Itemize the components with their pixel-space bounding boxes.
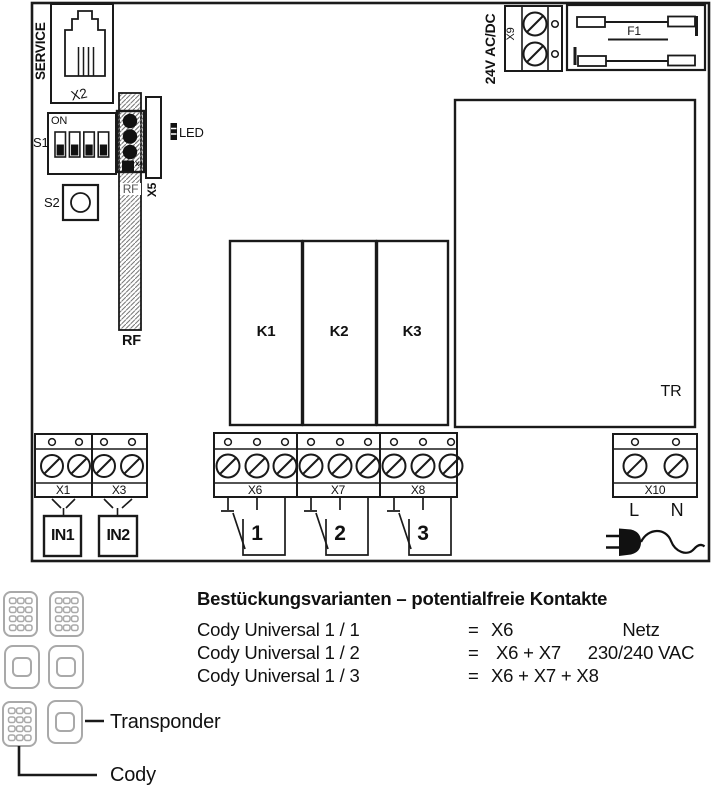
transponder-label: Transponder xyxy=(110,711,221,733)
transponder-icon xyxy=(5,646,39,688)
x7-label: X7 xyxy=(330,483,346,497)
variant-1-value: X6 xyxy=(491,619,514,640)
relay-k3-label: K3 xyxy=(402,323,422,340)
variant-2-value: X6 + X7 xyxy=(496,642,561,663)
led-label: LED xyxy=(179,125,204,140)
x5-label: X5 xyxy=(145,182,159,198)
relay-k1-label: K1 xyxy=(256,323,276,340)
in1-label: IN1 xyxy=(50,527,75,544)
keypad-icon xyxy=(4,592,37,636)
variant-3-value: X6 + X7 + X8 xyxy=(491,665,599,686)
transformer-label: TR xyxy=(660,383,682,400)
transponder-icon xyxy=(49,646,83,688)
power-supply-label: 24V AC/DC xyxy=(482,13,498,85)
cody-pointer-line xyxy=(19,746,97,775)
x6-label: X6 xyxy=(247,483,263,497)
contact-2-label: 2 xyxy=(334,522,346,545)
variant-1-name: Cody Universal 1 / 1 xyxy=(197,619,360,640)
x4-label: X4 xyxy=(135,161,143,168)
f1-label: F1 xyxy=(627,24,641,38)
x3-label: X3 xyxy=(111,483,127,497)
variant-3-eq: = xyxy=(468,665,479,686)
mains-value: 230/240 VAC xyxy=(587,642,695,663)
service-label: SERVICE xyxy=(33,22,48,80)
x8-label: X8 xyxy=(410,483,426,497)
in2-label: IN2 xyxy=(106,527,130,544)
led-icon xyxy=(171,123,178,140)
legend-title: Bestückungsvarianten – potentialfreie Kontakte xyxy=(197,588,608,609)
rf-bottom-label: RF xyxy=(122,333,141,349)
variant-2-eq: = xyxy=(468,642,479,663)
variant-1-eq: = xyxy=(468,619,479,640)
transponder-icon xyxy=(48,701,82,743)
line-l-label: L xyxy=(629,500,639,520)
x9-label: X9 xyxy=(505,27,517,41)
variant-2-name: Cody Universal 1 / 2 xyxy=(197,642,360,663)
contact-1-label: 1 xyxy=(251,522,263,545)
mains-label: Netz xyxy=(622,619,660,640)
s1-label: S1 xyxy=(33,135,49,150)
cody-label: Cody xyxy=(110,764,156,786)
relay-k2-label: K2 xyxy=(329,323,349,340)
x10-label: X10 xyxy=(644,483,666,497)
keypad-icon xyxy=(50,592,83,636)
rf-module-icon xyxy=(117,93,144,330)
keypad-icon xyxy=(3,702,36,746)
contact-3-label: 3 xyxy=(417,522,429,545)
line-n-label: N xyxy=(670,500,684,520)
variant-3-name: Cody Universal 1 / 3 xyxy=(197,665,360,686)
x1-label: X1 xyxy=(55,483,71,497)
rf-strip-label: RF xyxy=(120,183,141,195)
s2-label: S2 xyxy=(44,195,60,210)
x5-connector-icon xyxy=(146,97,161,178)
x2-label: X2 xyxy=(69,85,89,104)
on-label: ON xyxy=(51,115,68,127)
